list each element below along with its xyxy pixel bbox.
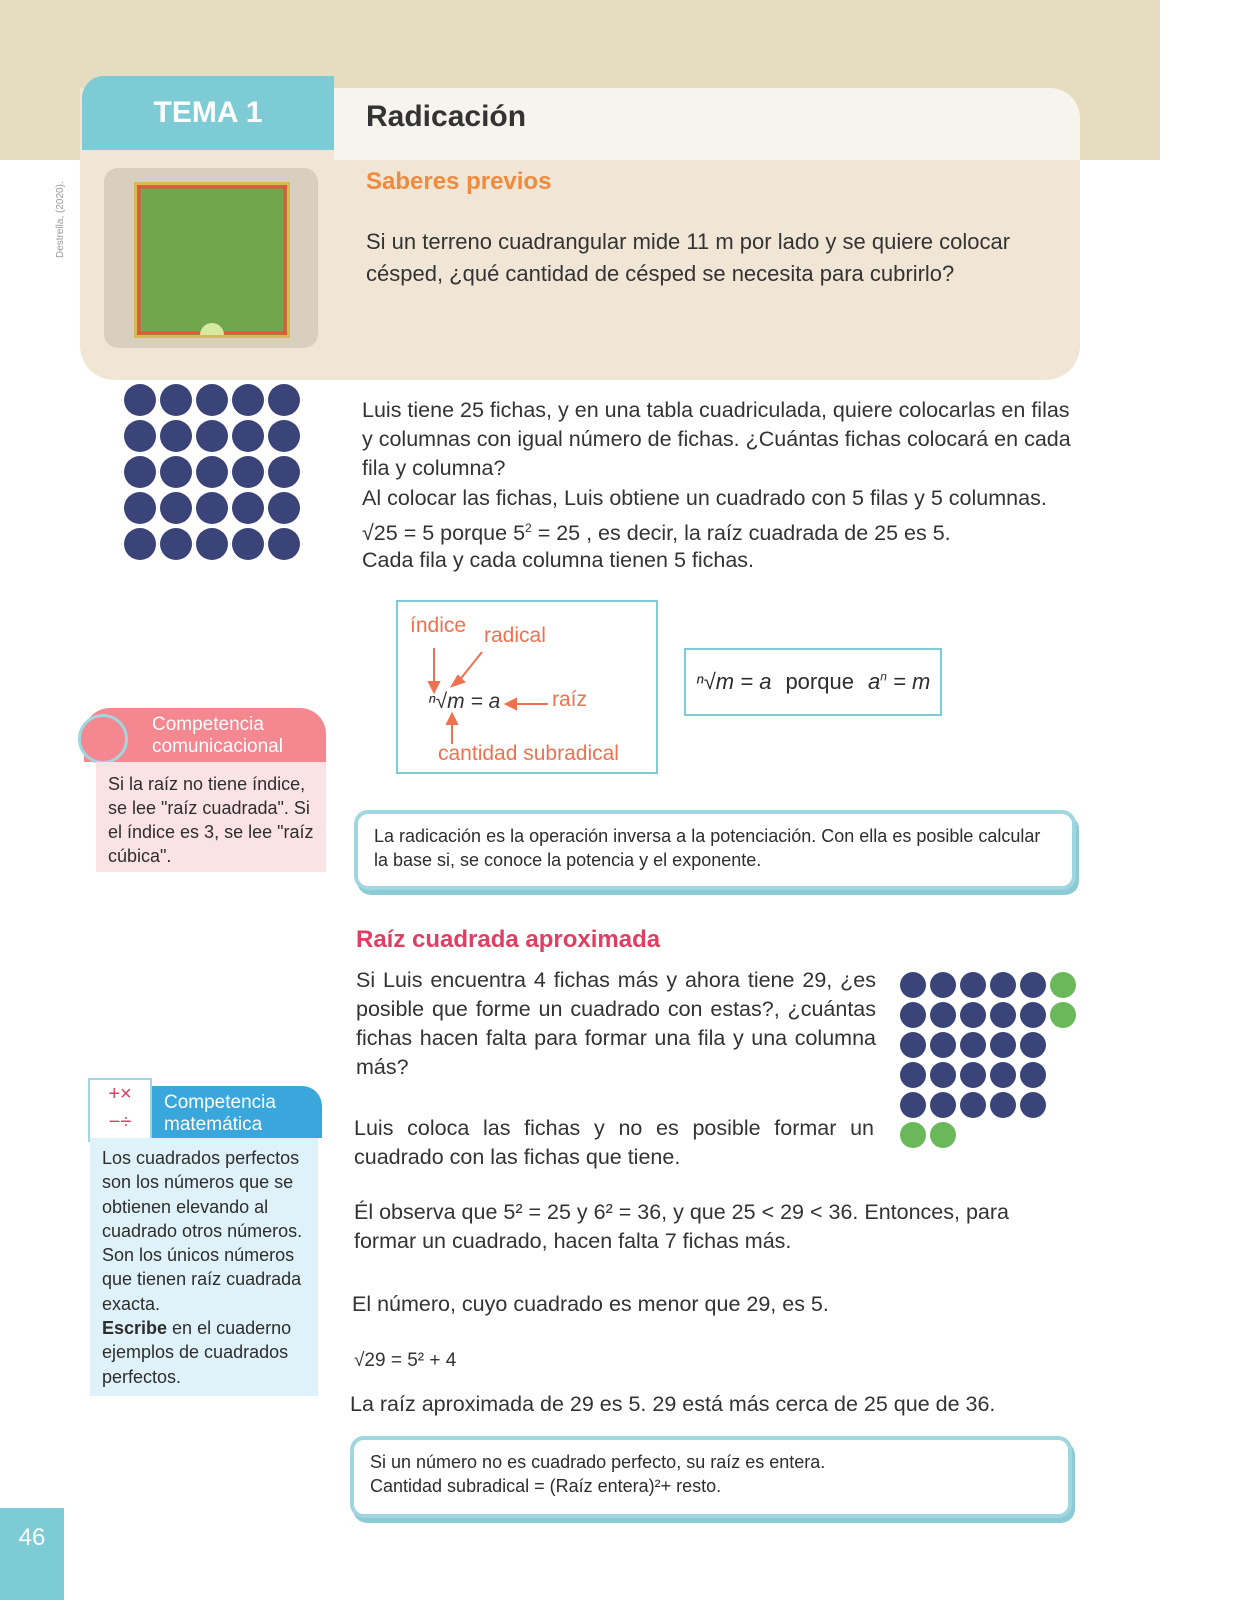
aprox-heading: Raíz cuadrada aproximada [356, 926, 661, 953]
blue-chip [232, 456, 264, 488]
dots-grid-25 [124, 384, 304, 564]
blue-chip [930, 1002, 956, 1028]
formula-box [684, 648, 942, 716]
side-matematica-text: Los cuadrados perfectos son los números que se obtienen elevando al cuadrado otros números. Son los únicos números que tienen raíz cuadrada exacta. [102, 1148, 303, 1314]
intro-p3-b: = 25 , es decir, la raíz cuadrada de 25 es 5. [531, 521, 951, 546]
radical-expression: ⁿ√m = a [428, 690, 501, 713]
math-operators-icon: +× −÷ [88, 1078, 152, 1142]
blue-chip [1020, 1032, 1046, 1058]
speech-bubble-icon [78, 714, 128, 764]
blue-chip [160, 492, 192, 524]
blue-chip [196, 384, 228, 416]
blue-chip [124, 492, 156, 524]
formula-left: ⁿ√m = a [695, 669, 772, 694]
blue-chip [900, 1032, 926, 1058]
cantidad-label: cantidad subradical [438, 742, 619, 765]
formula-right-a: a [867, 669, 881, 694]
blue-chip [990, 1062, 1016, 1088]
saberes-text: Si un terreno cuadrangular mide 11 m por lado y se quiere colocar césped, ¿qué cantidad de césped se necesita para cubrirlo? [366, 229, 1011, 286]
blue-chip [1020, 972, 1046, 998]
blue-chip [1020, 1062, 1046, 1088]
blue-chip [990, 972, 1016, 998]
intro-p3-sup: 2 [525, 521, 532, 535]
blue-chip [160, 420, 192, 452]
blue-chip [930, 972, 956, 998]
tema-tab: TEMA 1 [82, 76, 334, 150]
blue-chip [960, 1092, 986, 1118]
blue-chip [930, 1032, 956, 1058]
blue-chip [232, 528, 264, 560]
intro-p3 [362, 514, 1074, 548]
blue-chip [930, 1092, 956, 1118]
radical-parts-diagram [396, 600, 658, 774]
blue-chip [900, 1092, 926, 1118]
blue-chip [196, 456, 228, 488]
aprox-p3: Él observa que 5² = 25 y 6² = 36, y que 25 < 29 < 36. Entonces, para formar un cuadrado, hacen falta 7 fichas más. [354, 1200, 1009, 1253]
formula-right [868, 669, 930, 695]
grass-field-image [134, 182, 290, 338]
blue-chip [930, 1062, 956, 1088]
fence-icon [137, 185, 287, 335]
aprox-p1: Si Luis encuentra 4 fichas más y ahora tiene 29, ¿es posible que forme un cuadrado con estas?, ¿cuántas fichas hacen falta para formar una fila y una columna más? [356, 968, 876, 1079]
blue-chip [900, 972, 926, 998]
blue-chip [900, 1002, 926, 1028]
aprox-p5: √29 = 5² + 4 [354, 1350, 457, 1371]
aprox-p4: El número, cuyo cuadrado es menor que 29, es 5. [352, 1292, 829, 1316]
blue-chip [196, 492, 228, 524]
blue-chip [124, 528, 156, 560]
blue-chip [124, 384, 156, 416]
page-number: 46 [0, 1508, 64, 1600]
green-chip [900, 1122, 926, 1148]
blue-chip [960, 1002, 986, 1028]
intro-p1: Luis tiene 25 fichas, y en una tabla cuadriculada, quiere colocarlas en filas y columnas con igual número de fichas. ¿Cuántas fichas colocará en cada fila y columna? [362, 398, 1071, 480]
blue-chip [268, 456, 300, 488]
formula-right-sup: n [880, 669, 887, 684]
blue-chip [196, 528, 228, 560]
dots-grid-29 [900, 972, 1080, 1142]
side-comunicacional-title: Competencia comunicacional [152, 714, 283, 757]
intro-p4: Cada fila y cada columna tienen 5 fichas. [362, 548, 755, 572]
radical-label: radical [484, 624, 546, 647]
blue-chip [1020, 1002, 1046, 1028]
intro-p3-a: √25 = 5 porque 5 [362, 521, 526, 546]
side-matematica-title: Competencia matemática [164, 1092, 276, 1135]
blue-chip [960, 1032, 986, 1058]
aprox-p2: Luis coloca las fichas y no es posible formar un cuadrado con las fichas que tiene. [354, 1116, 874, 1169]
blue-chip [990, 1002, 1016, 1028]
blue-chip [160, 456, 192, 488]
blue-chip [196, 420, 228, 452]
green-chip [1050, 972, 1076, 998]
blue-chip [268, 384, 300, 416]
blue-chip [232, 384, 264, 416]
intro-p2: Al colocar las fichas, Luis obtiene un cuadrado con 5 filas y 5 columnas. [362, 486, 1047, 510]
resto-callout [350, 1436, 1072, 1518]
definition-callout: La radicación es la operación inversa a la potenciación. Con ella es posible calcular la base si, se conoce la potencia y el exponente. [354, 810, 1076, 890]
side-comunicacional-head [84, 708, 326, 762]
green-chip [1050, 1002, 1076, 1028]
blue-chip [990, 1032, 1016, 1058]
blue-chip [124, 420, 156, 452]
indice-label: índice [410, 614, 467, 637]
green-chip [930, 1122, 956, 1148]
aprox-p6: La raíz aproximada de 29 es 5. 29 está más cerca de 25 que de 36. [350, 1392, 996, 1416]
raiz-label: raíz [552, 688, 588, 711]
blue-chip [268, 492, 300, 524]
side-matematica-text-b: en el cuaderno ejemplos de cuadrados perfectos. [102, 1318, 292, 1387]
blue-chip [268, 528, 300, 560]
blue-chip [124, 456, 156, 488]
side-matematica-bold: Escribe [102, 1318, 168, 1339]
side-matematica-body [90, 1138, 318, 1396]
blue-chip [960, 972, 986, 998]
photo-credit: Destrella, (2020). [55, 181, 66, 258]
saberes-heading: Saberes previos [366, 168, 552, 195]
formula-right-b: = m [886, 669, 931, 694]
blue-chip [160, 384, 192, 416]
resto-callout-line2: Cantidad subradical = (Raíz entera)²+ resto. [370, 1476, 722, 1496]
page-title: Radicación [366, 100, 527, 133]
side-comunicacional-body: Si la raíz no tiene índice, se lee "raíz cuadrada". Si el índice es 3, se lee "raíz cúbica". [96, 762, 326, 872]
resto-callout-line1: Si un número no es cuadrado perfecto, su raíz es entera. [370, 1452, 826, 1472]
blue-chip [960, 1062, 986, 1088]
blue-chip [160, 528, 192, 560]
blue-chip [232, 420, 264, 452]
blue-chip [232, 492, 264, 524]
blue-chip [990, 1092, 1016, 1118]
blue-chip [1020, 1092, 1046, 1118]
side-matematica-head [96, 1083, 322, 1138]
blue-chip [268, 420, 300, 452]
blue-chip [900, 1062, 926, 1088]
formula-mid: porque [785, 669, 854, 694]
